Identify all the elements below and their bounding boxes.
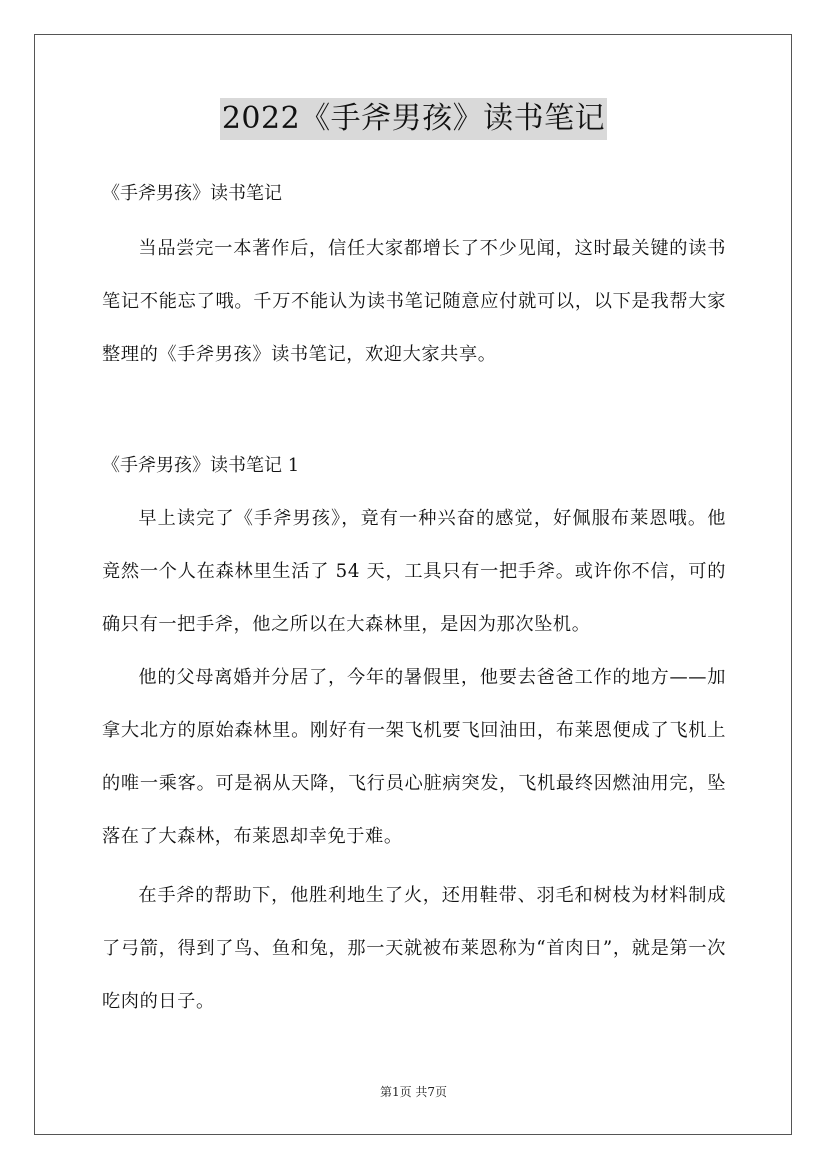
- body-paragraph-3: 在手斧的帮助下，他胜利地生了火，还用鞋带、羽毛和树枝为材料制成了弓箭，得到了鸟、鱼和兔，那一天就被布莱恩称为“首肉日”，就是第一次吃肉的日子。: [102, 885, 726, 1012]
- page-footer: 第1页 共7页: [379, 1085, 448, 1099]
- body-paragraph-1: 早上读完了《手斧男孩》，竟有一种兴奋的感觉，好佩服布莱恩哦。他竟然一个人在森林里生活了 54 天，工具只有一把手斧。或许你不信，可的确只有一把手斧，他之所以在大森林里，是因为那次坠机。: [102, 508, 726, 635]
- intro-heading: 《手斧男孩》读书笔记: [102, 183, 282, 204]
- document-title-text: 2022《手斧男孩》读书笔记: [220, 98, 607, 140]
- document-title: [0, 98, 827, 140]
- intro-paragraph: 当品尝完一本著作后，信任大家都增长了不少见闻，这时最关键的读书笔记不能忘了哦。千万不能认为读书笔记随意应付就可以，以下是我帮大家整理的《手斧男孩》读书笔记，欢迎大家共享。: [102, 238, 726, 365]
- body-paragraph-2: 他的父母离婚并分居了，今年的暑假里，他要去爸爸工作的地方——加拿大北方的原始森林里。刚好有一架飞机要飞回油田，布莱恩便成了飞机上的唯一乘客。可是祸从天降，飞行员心脏病突发，飞机最终因燃油用完，坠落在了大森林，布莱恩却幸免于难。: [102, 667, 726, 847]
- section-heading: 《手斧男孩》读书笔记 1: [102, 455, 300, 476]
